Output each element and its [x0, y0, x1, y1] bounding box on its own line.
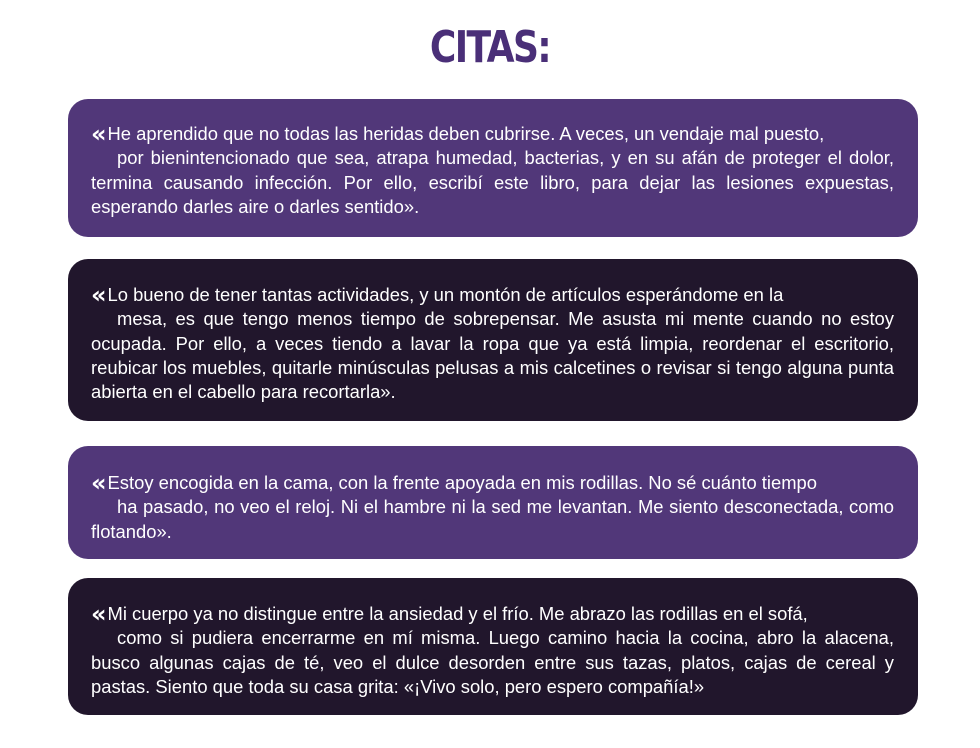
quote-text [91, 99, 894, 219]
quote-card-3 [68, 446, 918, 559]
quote-mark-icon: « [91, 281, 104, 309]
quote-first-line: Mi cuerpo ya no distingue entre la ansiedad y el frío. Me abrazo las rodillas en el sofá, [107, 603, 808, 624]
quote-mark-icon: « [91, 469, 104, 497]
quote-body: ha pasado, no veo el reloj. Ni el hambre ni la sed me levantan. Me siento desconectada, como flotando». [91, 496, 894, 542]
quote-mark-icon: « [91, 120, 104, 148]
quote-first-line: Lo bueno de tener tantas actividades, y un montón de artículos esperándome en la [107, 284, 784, 305]
quote-card-4 [68, 578, 918, 715]
quote-text [91, 578, 894, 699]
quote-card-1 [68, 99, 918, 237]
quote-body: mesa, es que tengo menos tiempo de sobrepensar. Me asusta mi mente cuando no estoy ocupada. Por ello, a veces tiendo a lavar la ropa que ya está limpia, reordenar el escritorio, reubicar los muebles, quitarle minúsculas pelusas a mis calcetines o revisar si tengo alguna punta abierta en el cabello para recortarla». [91, 308, 894, 403]
quote-body: como si pudiera encerrarme en mí misma. Luego camino hacia la cocina, abro la alacena, busco algunas cajas de té, veo el dulce desorden entre sus tazas, platos, cajas de cereal y pastas. Siento que toda su casa grita: «¡Vivo solo, pero espero compañía!» [91, 627, 894, 697]
quote-text [91, 446, 894, 544]
page-title: CITAS: [429, 22, 551, 73]
quote-first-line: He aprendido que no todas las heridas deben cubrirse. A veces, un vendaje mal puesto, [107, 123, 825, 144]
quote-text [91, 259, 894, 404]
quote-mark-icon: « [91, 600, 104, 628]
quote-body: por bienintencionado que sea, atrapa humedad, bacterias, y en su afán de proteger el dolor, termina causando infección. Por ello, escribí este libro, para dejar las lesiones expuestas, esperando darles aire o darles sentido». [91, 147, 894, 217]
quote-card-2 [68, 259, 918, 421]
quote-first-line: Estoy encogida en la cama, con la frente apoyada en mis rodillas. No sé cuánto tiempo [107, 472, 817, 493]
